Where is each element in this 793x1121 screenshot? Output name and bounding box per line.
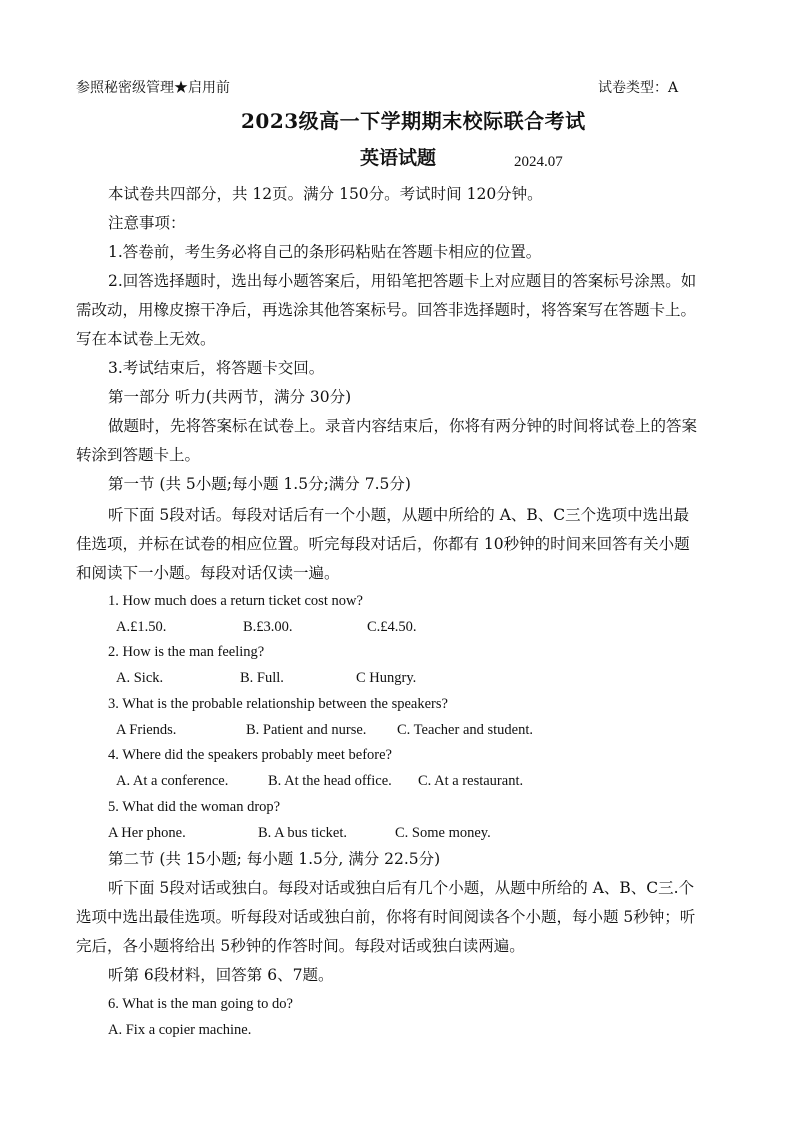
option-b: B. At the head office.: [268, 773, 392, 789]
option-a: A Friends.: [116, 722, 177, 738]
option-b: B. A bus ticket.: [258, 825, 348, 841]
option-a: A. At a conference.: [116, 773, 229, 789]
part1-instruction: 做题时，先将答案标在试卷上。录音内容结束后，你将有两分钟的时间将试卷上的答案: [108, 417, 698, 435]
option-a: A. Fix a copier machine.: [108, 1022, 252, 1038]
notice-line: 需改动，用橡皮擦干净后，再选涂其他答案标号。回答非选择题时，将答案写在答题卡上。: [76, 301, 697, 319]
question-text: 1. How much does a return ticket cost now?: [108, 593, 363, 609]
option-a: A. Sick.: [116, 670, 164, 686]
section2-instruction: 听下面 5段对话或独白。每段对话或独白后有几个小题，从题中所给的 A、B、C三.个: [108, 879, 695, 897]
option-a: A Her phone.: [108, 825, 186, 841]
section1-instruction: 和阅读下一小题。每段对话仅读一遍。: [76, 564, 340, 582]
question-text: 6. What is the man going to do?: [108, 996, 293, 1012]
intro-text: 本试卷共四部分，共 12页。满分 150分。考试时间 120分钟。: [108, 185, 543, 203]
paper-type-label: 试卷类型：A: [598, 80, 679, 96]
question-text: 2. How is the man feeling?: [108, 644, 265, 660]
option-c: C Hungry.: [356, 670, 417, 686]
section2-instruction: 选项中选出最佳选项。听每段对话或独白前，你将有时间阅读各个小题，每小题 5秒钟；听: [76, 908, 696, 926]
material-heading: 听第 6段材料，回答第 6、7题。: [108, 966, 334, 984]
section1-instruction: 佳选项，并标在试卷的相应位置。听完每段对话后，你都有 10秒钟的时间来回答有关小题: [76, 535, 690, 553]
exam-title: 2023级高一下学期期末校际联合考试: [241, 109, 586, 133]
option-b: B. Full.: [240, 670, 284, 686]
option-c: C. At a restaurant.: [418, 773, 524, 789]
option-b: B.£3.00.: [243, 619, 293, 635]
option-c: C.£4.50.: [367, 619, 417, 635]
section2-instruction: 完后，各小题将给出 5秒钟的作答时间。每段对话或独白读两遍。: [76, 937, 525, 955]
notice-line: 3.考试结束后，将答题卡交回。: [108, 359, 325, 377]
notice-line: 1.答卷前，考生务必将自己的条形码粘贴在答题卡相应的位置。: [108, 243, 542, 261]
section1-instruction: 听下面 5段对话。每段对话后有一个小题，从题中所给的 A、B、C三个选项中选出最: [108, 506, 690, 524]
notice-heading: 注意事项：: [108, 214, 186, 232]
question-text: 5. What did the woman drop?: [108, 799, 281, 815]
exam-subtitle: 英语试题: [360, 147, 437, 169]
question-text: 3. What is the probable relationship between the speakers?: [108, 696, 448, 712]
section1-heading: 第一节 (共 5小题;每小题 1.5分;满分 7.5分): [108, 475, 411, 493]
exam-date: 2024.07: [514, 154, 563, 170]
confidential-label: 参照秘密级管理★启用前: [76, 80, 230, 96]
option-a: A.£1.50.: [116, 619, 167, 635]
option-b: B. Patient and nurse.: [246, 722, 367, 738]
option-c: C. Some money.: [395, 825, 491, 841]
notice-line: 写在本试卷上无效。: [76, 330, 216, 348]
part1-heading: 第一部分 听力(共两节，满分 30分): [108, 388, 352, 406]
notice-line: 2.回答选择题时，选出每小题答案后，用铅笔把答题卡上对应题目的答案标号涂黑。如: [108, 272, 697, 290]
section2-heading: 第二节 (共 15小题; 每小题 1.5分, 满分 22.5分): [108, 850, 441, 868]
option-c: C. Teacher and student.: [397, 722, 534, 738]
part1-instruction: 转涂到答题卡上。: [76, 446, 201, 464]
question-text: 4. Where did the speakers probably meet before?: [108, 747, 392, 763]
